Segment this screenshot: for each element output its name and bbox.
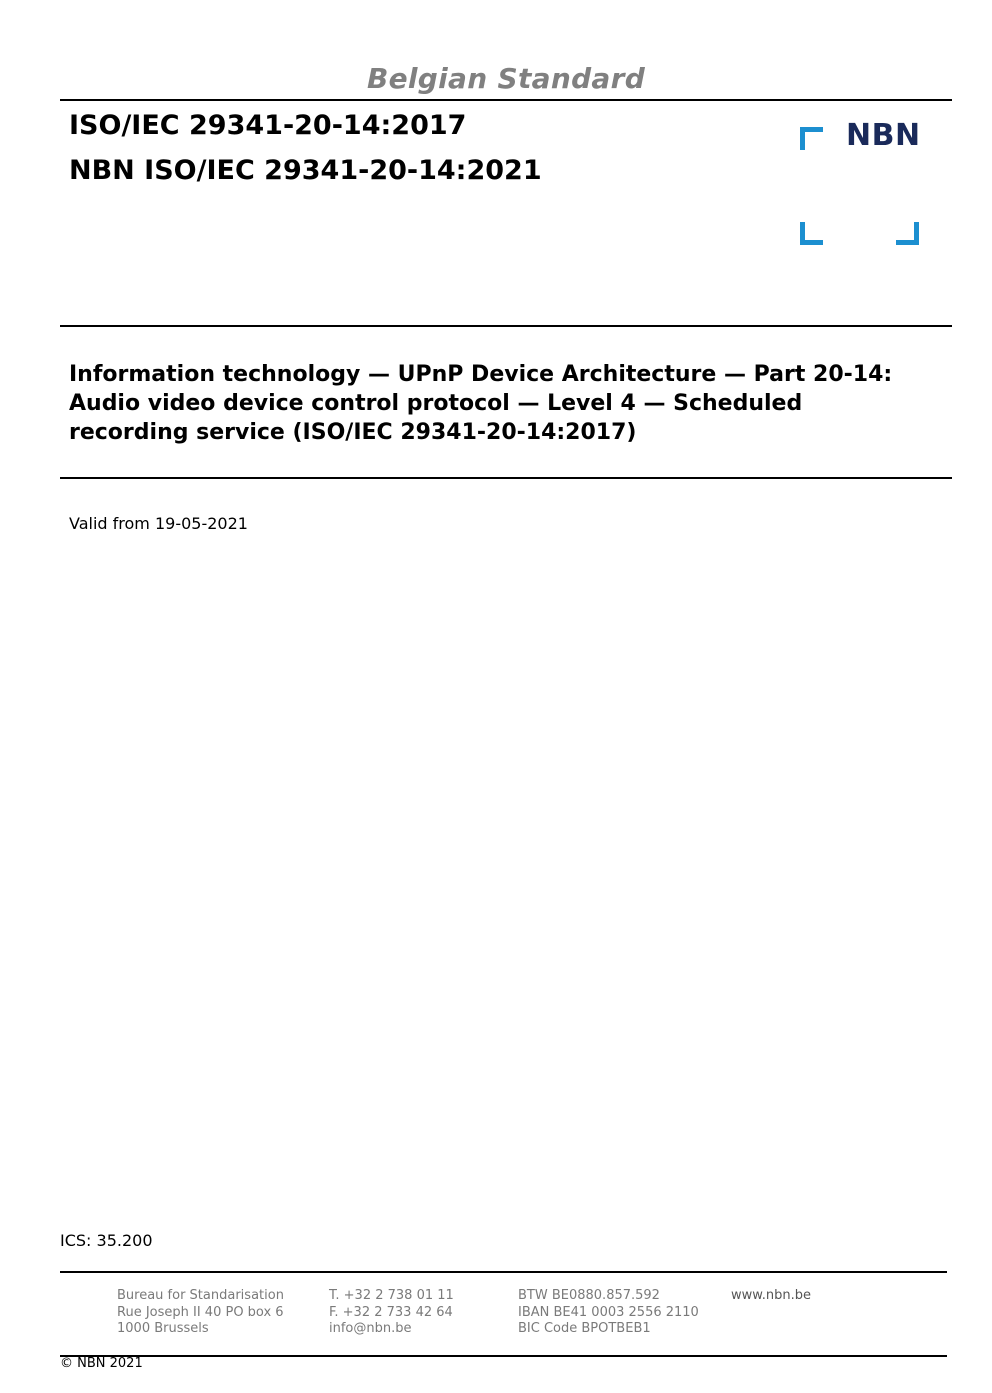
footer-bottom-divider bbox=[60, 1355, 947, 1357]
footer-address bbox=[117, 1288, 284, 1338]
logo-corner-top-left bbox=[800, 127, 823, 150]
footer-address-line: Rue Joseph II 40 PO box 6 bbox=[117, 1304, 284, 1320]
valid-from-date: Valid from 19-05-2021 bbox=[69, 514, 248, 533]
document-title: Information technology — UPnP Device Architecture — Part 20-14: Audio video device control protocol — Level 4 — Scheduled recording service (ISO/IEC 29341-20-14:2017) bbox=[69, 362, 893, 445]
logo-text: NBN bbox=[846, 118, 921, 153]
copyright-notice: © NBN 2021 bbox=[60, 1356, 143, 1371]
logo-corner-bottom-left bbox=[800, 222, 823, 245]
footer-email[interactable]: info@nbn.be bbox=[329, 1321, 412, 1336]
footer-bic: BIC Code BPOTBEB1 bbox=[518, 1321, 651, 1336]
footer-website-link[interactable]: www.nbn.be bbox=[731, 1288, 811, 1303]
footer-address-line: Bureau for Standarisation bbox=[117, 1288, 284, 1303]
footer-vat: BTW BE0880.857.592 bbox=[518, 1288, 660, 1303]
ics-code: ICS: 35.200 bbox=[60, 1231, 153, 1250]
footer-address-line: 1000 Brussels bbox=[117, 1321, 209, 1336]
header-title: Belgian Standard bbox=[366, 62, 646, 95]
title-bottom-divider bbox=[60, 477, 952, 479]
footer-bank-details bbox=[518, 1288, 699, 1338]
footer-fax: F. +32 2 733 42 64 bbox=[329, 1304, 453, 1320]
footer-top-divider bbox=[60, 1271, 947, 1273]
header-divider bbox=[60, 99, 952, 101]
footer-iban: IBAN BE41 0003 2556 2110 bbox=[518, 1304, 699, 1320]
iso-standard-number: ISO/IEC 29341-20-14:2017 bbox=[69, 110, 467, 141]
logo-corner-bottom-right bbox=[896, 222, 919, 245]
nbn-standard-number: NBN ISO/IEC 29341-20-14:2021 bbox=[69, 155, 542, 186]
title-top-divider bbox=[60, 325, 952, 327]
footer-contact bbox=[329, 1288, 454, 1338]
footer-phone: T. +32 2 738 01 11 bbox=[329, 1288, 454, 1303]
